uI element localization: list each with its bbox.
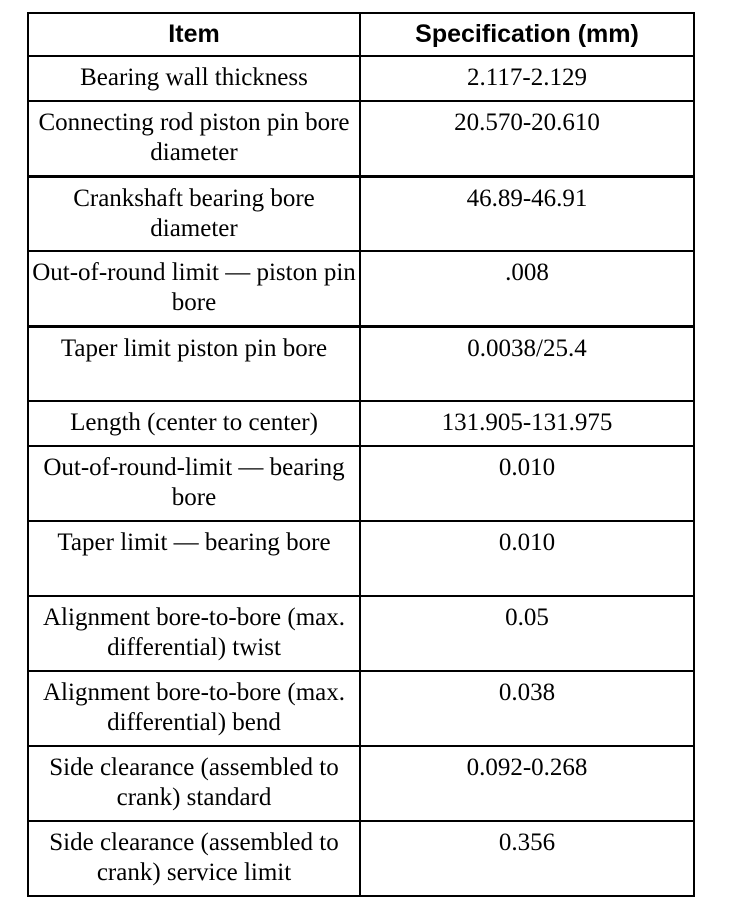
spec-cell: 20.570-20.610 xyxy=(360,101,694,176)
item-cell: Out-of-round-limit — bearing bore xyxy=(28,446,360,521)
spec-cell: 0.356 xyxy=(360,821,694,896)
spec-cell: 0.0038/25.4 xyxy=(360,326,694,401)
item-cell: Taper limit piston pin bore xyxy=(28,326,360,401)
item-cell: Side clearance (assembled to crank) standard xyxy=(28,746,360,821)
table-row xyxy=(28,101,694,176)
spec-cell: 131.905-131.975 xyxy=(360,401,694,446)
table-row xyxy=(28,821,694,896)
spec-cell: 2.117-2.129 xyxy=(360,56,694,101)
header-item: Item xyxy=(28,13,360,56)
table-row xyxy=(28,596,694,671)
specification-table xyxy=(27,12,695,897)
spec-cell: .008 xyxy=(360,251,694,326)
item-cell: Alignment bore-to-bore (max. differential) bend xyxy=(28,671,360,746)
spec-cell: 0.010 xyxy=(360,521,694,596)
item-cell: Crankshaft bearing bore diameter xyxy=(28,176,360,251)
table-row xyxy=(28,401,694,446)
item-cell: Side clearance (assembled to crank) service limit xyxy=(28,821,360,896)
item-cell: Taper limit — bearing bore xyxy=(28,521,360,596)
spec-cell: 0.010 xyxy=(360,446,694,521)
item-cell: Bearing wall thickness xyxy=(28,56,360,101)
spec-cell: 46.89-46.91 xyxy=(360,176,694,251)
header-row xyxy=(28,13,694,56)
item-cell: Length (center to center) xyxy=(28,401,360,446)
table-row xyxy=(28,446,694,521)
header-specification: Specification (mm) xyxy=(360,13,694,56)
item-cell: Out-of-round limit — piston pin bore xyxy=(28,251,360,326)
table-row xyxy=(28,746,694,821)
spec-cell: 0.05 xyxy=(360,596,694,671)
table-row xyxy=(28,176,694,251)
item-cell: Alignment bore-to-bore (max. differential) twist xyxy=(28,596,360,671)
table-row xyxy=(28,326,694,401)
item-cell: Connecting rod piston pin bore diameter xyxy=(28,101,360,176)
spec-cell: 0.092-0.268 xyxy=(360,746,694,821)
spec-cell: 0.038 xyxy=(360,671,694,746)
table-row xyxy=(28,56,694,101)
table-row xyxy=(28,671,694,746)
table-row xyxy=(28,521,694,596)
table-row xyxy=(28,251,694,326)
